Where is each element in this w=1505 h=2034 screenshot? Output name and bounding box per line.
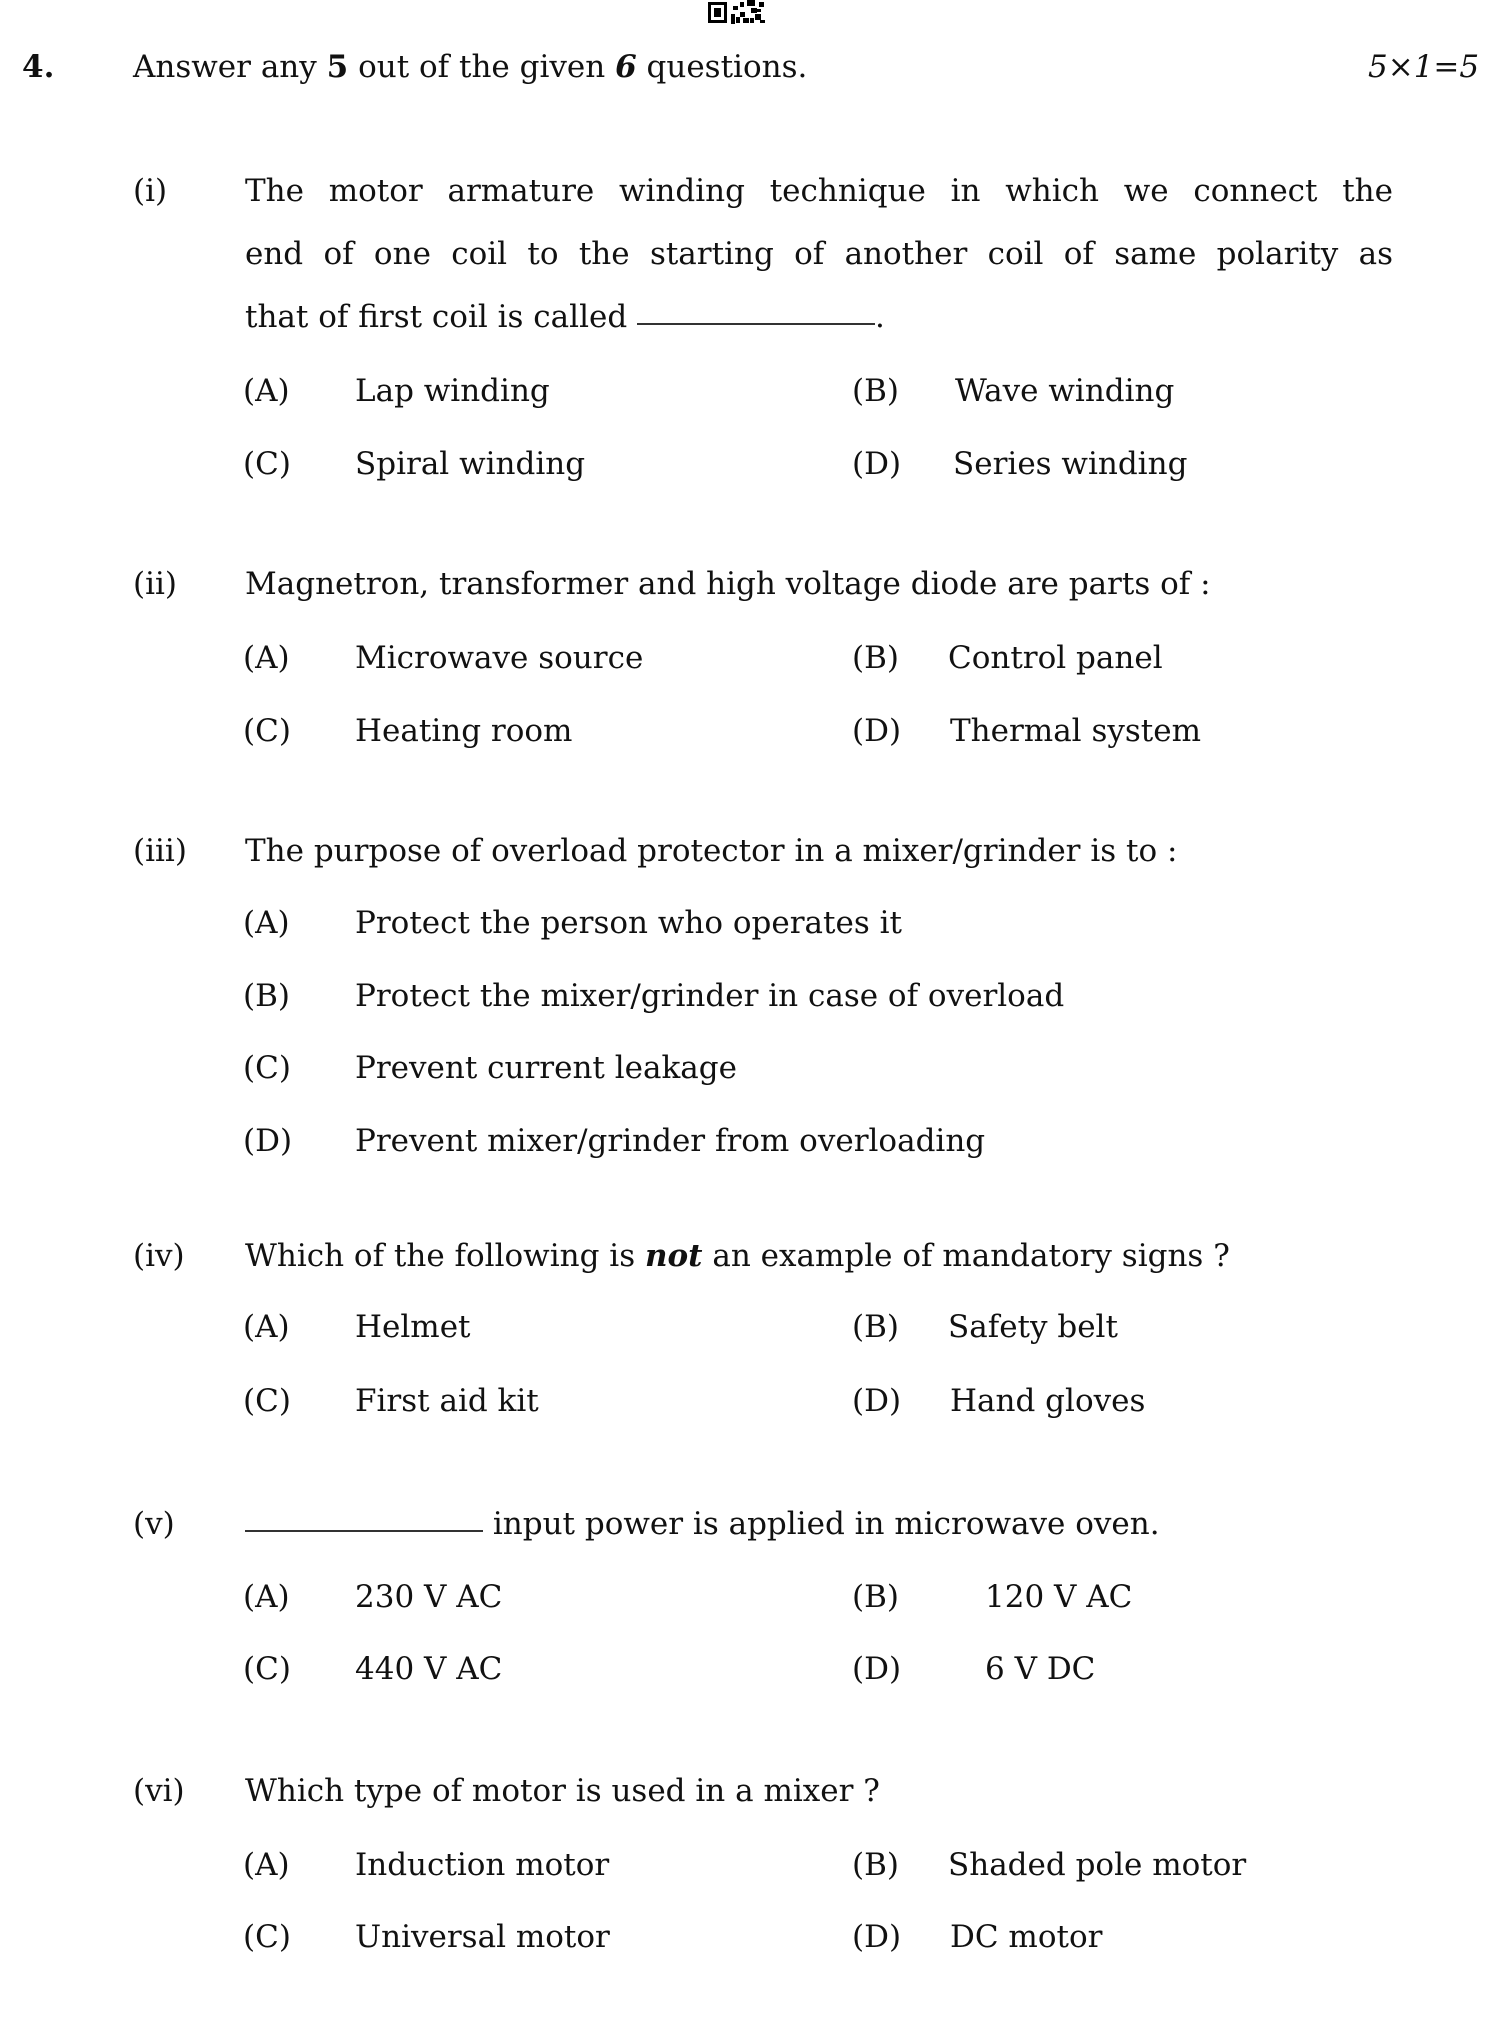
option-label-a: (A) bbox=[243, 1847, 290, 1883]
option-text-a: Microwave source bbox=[355, 640, 644, 676]
option-label-a: (A) bbox=[243, 640, 290, 676]
marks-allocation: 5×1=5 bbox=[1368, 49, 1480, 85]
option-text-c: First aid kit bbox=[355, 1383, 539, 1419]
option-label-a: (A) bbox=[243, 905, 290, 941]
option-text-a: Induction motor bbox=[355, 1847, 610, 1883]
instruction-prefix: Answer any bbox=[133, 49, 327, 85]
question-text: The purpose of overload protector in a mixer/grinder is to : bbox=[245, 833, 1178, 869]
option-label-a: (A) bbox=[243, 373, 290, 409]
question-text bbox=[245, 1238, 1230, 1274]
question-text-line-3 bbox=[245, 299, 885, 335]
question-text: that of first coil is called bbox=[245, 299, 628, 335]
option-label-b: (B) bbox=[852, 373, 899, 409]
question-number-label: (iii) bbox=[133, 833, 187, 869]
question-text-line-2: end of one coil to the starting of another coil of same polarity as bbox=[245, 236, 1393, 272]
option-label-c: (C) bbox=[243, 1651, 291, 1687]
fill-in-blank bbox=[637, 322, 875, 325]
option-text-b: Safety belt bbox=[948, 1309, 1118, 1345]
option-text-d: Series winding bbox=[953, 446, 1188, 482]
option-label-d: (D) bbox=[852, 446, 902, 482]
question-text-end: input power is applied in microwave oven. bbox=[483, 1506, 1160, 1542]
fill-in-blank bbox=[245, 1529, 483, 1532]
option-label-b: (B) bbox=[852, 640, 899, 676]
question-number-label: (iv) bbox=[133, 1238, 185, 1274]
question-text: Magnetron, transformer and high voltage diode are parts of : bbox=[245, 566, 1211, 602]
option-text-d: 6 V DC bbox=[985, 1651, 1096, 1687]
option-text-d: Hand gloves bbox=[950, 1383, 1146, 1419]
option-text-a: Lap winding bbox=[355, 373, 550, 409]
option-text-d: DC motor bbox=[950, 1919, 1103, 1955]
instruction bbox=[133, 49, 808, 85]
option-text-b: Wave winding bbox=[955, 373, 1175, 409]
question-text-end: . bbox=[875, 299, 885, 335]
option-text-a: 230 V AC bbox=[355, 1579, 503, 1615]
option-text-c: Prevent current leakage bbox=[355, 1050, 737, 1086]
instruction-mid: out of the given bbox=[348, 49, 616, 85]
question-number: 4. bbox=[22, 49, 55, 85]
option-text-a: Helmet bbox=[355, 1309, 471, 1345]
question-number-label: (vi) bbox=[133, 1773, 185, 1809]
option-text-b: 120 V AC bbox=[985, 1579, 1133, 1615]
option-text-d: Thermal system bbox=[950, 713, 1201, 749]
option-label-d: (D) bbox=[852, 1651, 902, 1687]
option-label-d: (D) bbox=[243, 1123, 293, 1159]
question-text: Which type of motor is used in a mixer ? bbox=[245, 1773, 880, 1809]
emphasis-not: not bbox=[644, 1238, 703, 1274]
option-label-b: (B) bbox=[243, 978, 290, 1014]
instruction-count-answer: 5 bbox=[326, 49, 349, 85]
instruction-count-total: 6 bbox=[615, 49, 637, 85]
option-label-c: (C) bbox=[243, 1383, 291, 1419]
option-label-c: (C) bbox=[243, 446, 291, 482]
option-label-d: (D) bbox=[852, 713, 902, 749]
option-text-b: Shaded pole motor bbox=[948, 1847, 1247, 1883]
option-label-b: (B) bbox=[852, 1579, 899, 1615]
question-text-line-1: The motor armature winding technique in which we connect the bbox=[245, 173, 1393, 209]
option-text-c: Universal motor bbox=[355, 1919, 610, 1955]
option-text-b: Control panel bbox=[948, 640, 1163, 676]
option-text-d: Prevent mixer/grinder from overloading bbox=[355, 1123, 986, 1159]
question-number-label: (v) bbox=[133, 1506, 175, 1542]
option-label-a: (A) bbox=[243, 1309, 290, 1345]
question-text-prefix: Which of the following is bbox=[245, 1238, 645, 1274]
option-label-c: (C) bbox=[243, 1050, 291, 1086]
option-label-c: (C) bbox=[243, 713, 291, 749]
option-label-d: (D) bbox=[852, 1383, 902, 1419]
option-label-a: (A) bbox=[243, 1579, 290, 1615]
qr-code-icon bbox=[707, 0, 767, 25]
question-number-label: (i) bbox=[133, 173, 168, 209]
option-text-c: Heating room bbox=[355, 713, 573, 749]
option-text-c: Spiral winding bbox=[355, 446, 586, 482]
option-label-d: (D) bbox=[852, 1919, 902, 1955]
option-text-b: Protect the mixer/grinder in case of overload bbox=[355, 978, 1065, 1014]
question-text-suffix: an example of mandatory signs ? bbox=[702, 1238, 1230, 1274]
option-text-c: 440 V AC bbox=[355, 1651, 503, 1687]
instruction-suffix: questions. bbox=[636, 49, 808, 85]
option-text-a: Protect the person who operates it bbox=[355, 905, 902, 941]
question-text bbox=[245, 1506, 1160, 1542]
option-label-b: (B) bbox=[852, 1309, 899, 1345]
option-label-c: (C) bbox=[243, 1919, 291, 1955]
option-label-b: (B) bbox=[852, 1847, 899, 1883]
question-number-label: (ii) bbox=[133, 566, 178, 602]
